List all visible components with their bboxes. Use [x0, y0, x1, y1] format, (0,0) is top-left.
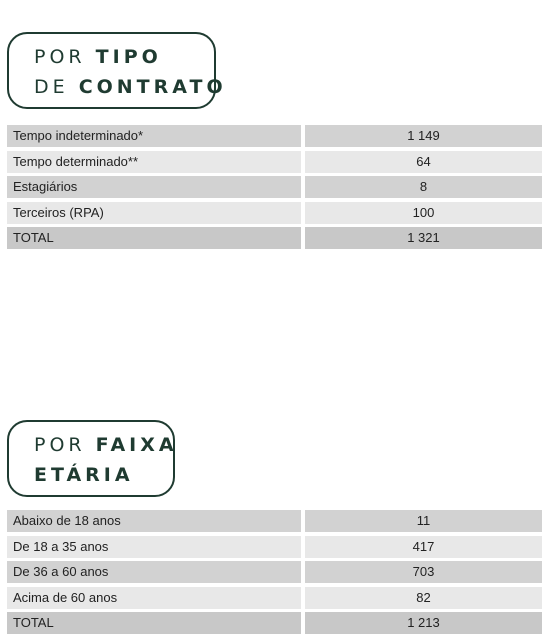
row-label: Terceiros (RPA)	[7, 202, 301, 224]
row-label: Acima de 60 anos	[7, 587, 301, 609]
row-value: 100	[305, 202, 542, 224]
row-label: De 36 a 60 anos	[7, 561, 301, 583]
total-label: TOTAL	[7, 612, 301, 634]
table-row	[7, 202, 542, 224]
table-row	[7, 561, 542, 583]
title-word-bold: ETÁRIA	[34, 464, 134, 486]
row-value: 64	[305, 151, 542, 173]
title-word-light: DE	[34, 76, 69, 98]
table-row	[7, 125, 542, 147]
table-total-row	[7, 227, 542, 249]
row-value: 11	[305, 510, 542, 532]
row-value: 417	[305, 536, 542, 558]
total-value: 1 321	[305, 227, 542, 249]
title-line-2	[34, 72, 227, 102]
row-value: 82	[305, 587, 542, 609]
row-label: Abaixo de 18 anos	[7, 510, 301, 532]
title-word-light: POR	[34, 46, 86, 68]
table-total-row	[7, 612, 542, 634]
table-row	[7, 151, 542, 173]
table-faixa-etaria	[7, 510, 542, 638]
table-row	[7, 510, 542, 532]
table-row	[7, 587, 542, 609]
total-label: TOTAL	[7, 227, 301, 249]
row-value: 1 149	[305, 125, 542, 147]
table-row	[7, 176, 542, 198]
title-line-2	[34, 460, 173, 490]
title-word-bold: CONTRATO	[78, 76, 227, 98]
row-label: Estagiários	[7, 176, 301, 198]
total-value: 1 213	[305, 612, 542, 634]
title-line-1	[34, 42, 214, 72]
row-value: 703	[305, 561, 542, 583]
section-title-tipo-contrato	[7, 32, 227, 109]
row-label: Tempo determinado**	[7, 151, 301, 173]
table-row	[7, 536, 542, 558]
title-line-1	[34, 430, 178, 460]
row-label: Tempo indeterminado*	[7, 125, 301, 147]
section-title-faixa-etaria	[7, 420, 178, 497]
row-label: De 18 a 35 anos	[7, 536, 301, 558]
title-word-bold: FAIXA	[95, 434, 178, 456]
title-word-bold: TIPO	[95, 46, 162, 68]
table-tipo-contrato	[7, 125, 542, 253]
title-word-light: POR	[34, 434, 86, 456]
row-value: 8	[305, 176, 542, 198]
